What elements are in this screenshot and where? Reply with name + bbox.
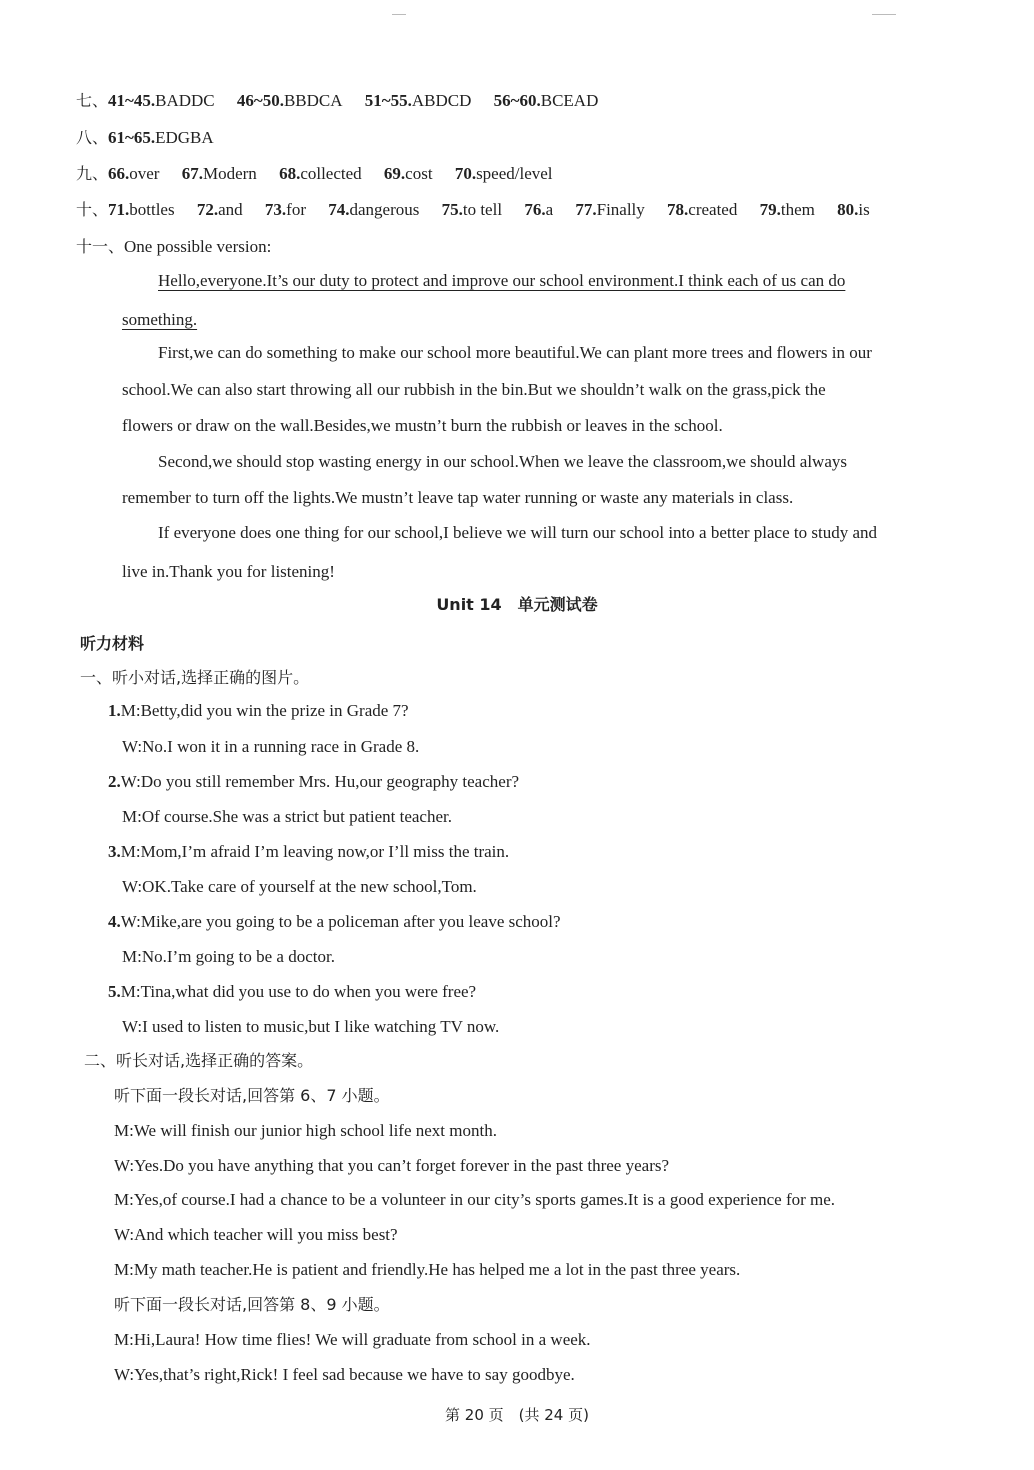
essay-line: First,we can do something to make our school more beautiful.We can plant more trees and flowers in our	[158, 343, 872, 362]
section-label: 九、	[76, 164, 109, 183]
answer-row-11: 十一、One possible version:	[76, 237, 272, 256]
listening-heading: 听力材料	[80, 634, 145, 653]
page-footer: 第 20 页 (共 24 页)	[445, 1406, 589, 1424]
essay-line: Hello,everyone.It’s our duty to protect and improve our school environment.I think each of us can do	[158, 271, 846, 290]
dialog-line: W:No.I won it in a running race in Grade 8.	[122, 737, 420, 756]
dialog-line: M:Hi,Laura! How time flies! We will graduate from school in a week.	[114, 1330, 591, 1349]
dialog-line: 3.M:Mom,I’m afraid I’m leaving now,or I’ll miss the train.	[108, 842, 510, 861]
section-heading: 一、听小对话,选择正确的图片。	[80, 668, 310, 687]
answer-row-8: 八、61~65.EDGBA	[76, 128, 214, 147]
section-label: 十一、	[76, 237, 125, 256]
dialog-line: W:I used to listen to music,but I like watching TV now.	[122, 1017, 500, 1036]
dialog-line: W:Yes,that’s right,Rick! I feel sad because we have to say goodbye.	[114, 1365, 575, 1384]
scan-mark	[392, 14, 406, 15]
dialog-line: 5.M:Tina,what did you use to do when you were free?	[108, 982, 477, 1001]
section-heading: 二、听长对话,选择正确的答案。	[84, 1051, 314, 1070]
section-label: 七、	[76, 91, 109, 110]
essay-line: remember to turn off the lights.We mustn’t leave tap water running or waste any materials in class.	[122, 488, 794, 507]
dialog-line: 2.W:Do you still remember Mrs. Hu,our geography teacher?	[108, 772, 520, 791]
dialog-line: W:OK.Take care of yourself at the new school,Tom.	[122, 877, 477, 896]
dialog-line: M:Of course.She was a strict but patient teacher.	[122, 807, 452, 826]
dialog-line: M:No.I’m going to be a doctor.	[122, 947, 335, 966]
section-label: 八、	[76, 128, 109, 147]
essay-line: something.	[122, 310, 198, 329]
essay-line: If everyone does one thing for our school,I believe we will turn our school into a better place to study and	[158, 523, 877, 542]
section-label: 十、	[76, 200, 109, 219]
conversation-intro: 听下面一段长对话,回答第 6、7 小题。	[114, 1086, 390, 1105]
dialog-line: W:Yes.Do you have anything that you can’t forget forever in the past three years?	[114, 1156, 670, 1175]
conversation-intro: 听下面一段长对话,回答第 8、9 小题。	[114, 1295, 390, 1314]
essay-line: flowers or draw on the wall.Besides,we mustn’t burn the rubbish or leaves in the school.	[122, 416, 723, 435]
dialog-line: M:We will finish our junior high school life next month.	[114, 1121, 497, 1140]
essay-line: school.We can also start throwing all our rubbish in the bin.But we shouldn’t walk on the grass,pick the	[122, 380, 826, 399]
answer-row-10: 十、71.bottles 72.and 73.for 74.dangerous 75.to tell 76.a 77.Finally 78.created 79.them 80.is	[76, 200, 870, 219]
unit-title: Unit 14 单元测试卷	[436, 595, 598, 614]
essay-line: Second,we should stop wasting energy in our school.When we leave the classroom,we should always	[158, 452, 847, 471]
dialog-line: M:My math teacher.He is patient and friendly.He has helped me a lot in the past three years.	[114, 1260, 741, 1279]
dialog-line: M:Yes,of course.I had a chance to be a volunteer in our city’s sports games.It is a good experience for me.	[114, 1190, 836, 1209]
answer-row-9: 九、66.over 67.Modern 68.collected 69.cost 70.speed/level	[76, 164, 553, 183]
dialog-line: 1.M:Betty,did you win the prize in Grade 7?	[108, 701, 409, 720]
essay-line: live in.Thank you for listening!	[122, 562, 335, 581]
scan-mark	[872, 14, 896, 15]
dialog-line: 4.W:Mike,are you going to be a policeman after you leave school?	[108, 912, 561, 931]
dialog-line: W:And which teacher will you miss best?	[114, 1225, 398, 1244]
answer-row-7: 七、41~45.BADDC 46~50.BBDCA 51~55.ABDCD 56~60.BCEAD	[76, 91, 599, 110]
